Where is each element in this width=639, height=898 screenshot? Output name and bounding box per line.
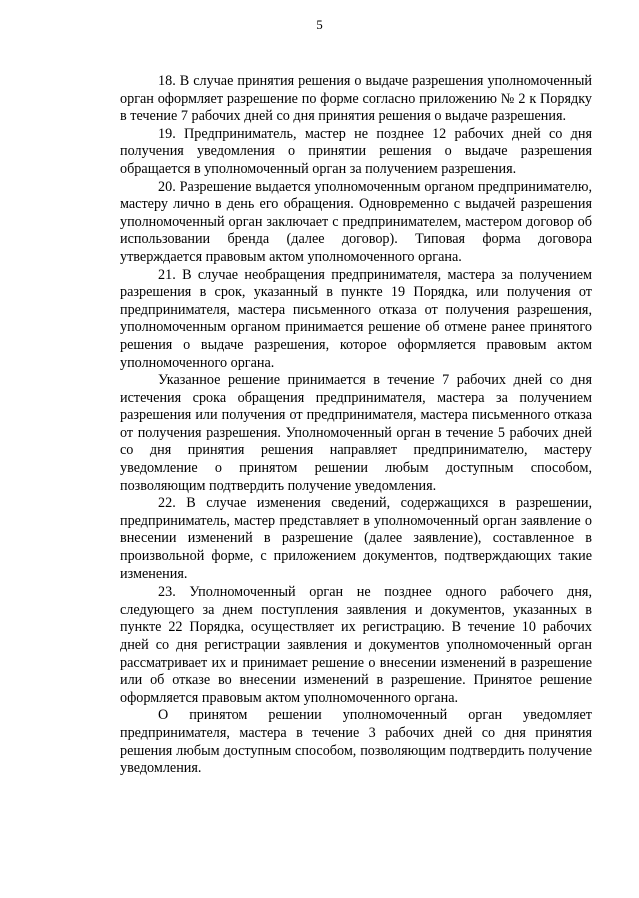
- paragraph-19: 19. Предприниматель, мастер не позднее 12 рабочих дней со дня получения уведомления о принятии решения о выдаче разрешения обращается в уполномоченный орган за получением разрешения.: [120, 125, 592, 177]
- document-body: [120, 73, 592, 778]
- paragraph-21-continued: Указанное решение принимается в течение 7 рабочих дней со дня истечения срока обращения предпринимателя, мастера за получением разрешения или получения от предпринимателя, мастера письменного отказа от получения разрешения. Уполномоченный орган в течение 5 рабочих дней со дня принятия решения направляет предпринимателю, мастеру уведомление о принятом решении любым доступным способом, позволяющим подтвердить получение уведомления.: [120, 372, 592, 494]
- paragraph-21: 21. В случае необращения предпринимателя, мастера за получением разрешения в срок, указанный в пункте 19 Порядка, или получения от предпринимателя, мастера письменного отказа от получения разрешения, уполномоченным органом принимается решение об отмене ранее принятого решения о выдаче разрешения, которое оформляется правовым актом уполномоченного органа.: [120, 266, 592, 371]
- page-number: 5: [316, 17, 323, 32]
- paragraph-22: 22. В случае изменения сведений, содержащихся в разрешении, предприниматель, мастер представляет в уполномоченный орган заявление о внесении изменений в разрешение (далее заявление), составленное в произвольной форме, с приложением документов, подтверждающих такие изменения.: [120, 495, 592, 582]
- paragraph-23-continued: О принятом решении уполномоченный орган уведомляет предпринимателя, мастера в течение 3 рабочих дней со дня принятия решения любым доступным способом, позволяющим подтвердить получение уведомления.: [120, 707, 592, 777]
- paragraph-23: 23. Уполномоченный орган не позднее одного рабочего дня, следующего за днем поступления заявления и документов, указанных в пункте 22 Порядка, осуществляет их регистрацию. В течение 10 рабочих дней со дня регистрации заявления и документов уполномоченный орган рассматривает их и принимает решение о внесении изменений в разрешение или об отказе во внесении изменений в разрешение. Принятое решение оформляется правовым актом уполномоченного органа.: [120, 584, 592, 706]
- paragraph-18: 18. В случае принятия решения о выдаче разрешения уполномоченный орган оформляет разрешение по форме согласно приложению № 2 к Порядку в течение 7 рабочих дней со дня принятия решения о выдаче разрешения.: [120, 73, 592, 125]
- paragraph-20: 20. Разрешение выдается уполномоченным органом предпринимателю, мастеру лично в день его обращения. Одновременно с выдачей разрешения уполномоченный орган заключает с предпринимателем, мастером договор об использовании бренда (далее договор). Типовая форма договора утверждается правовым актом уполномоченного органа.: [120, 178, 592, 265]
